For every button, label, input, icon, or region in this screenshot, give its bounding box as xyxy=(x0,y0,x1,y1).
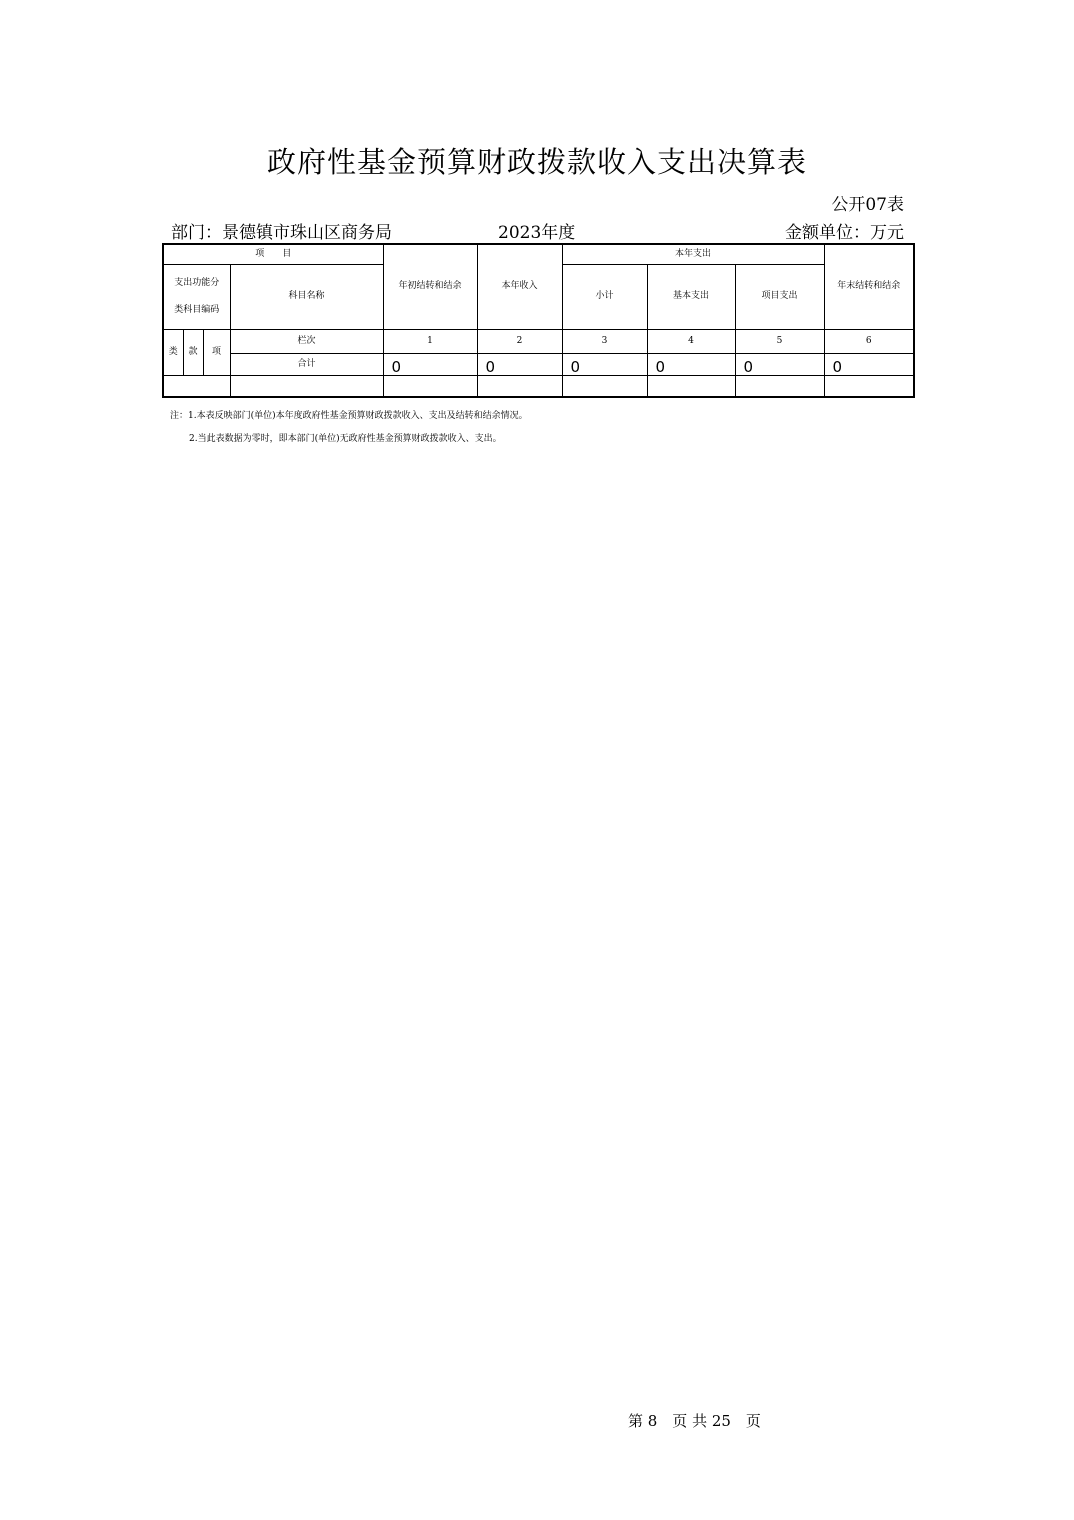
col-income-header: 本年收入 xyxy=(477,244,562,329)
page-title: 政府性基金预算财政拨款收入支出决算表 xyxy=(266,145,807,179)
code-header-line-1: 支出功能分 xyxy=(174,277,220,288)
total-value: 0 xyxy=(735,353,824,375)
col-number: 3 xyxy=(562,329,647,353)
department-label: 部门：景德镇市珠山区商务局 xyxy=(171,223,392,243)
code-header xyxy=(163,264,230,329)
col-begin-balance-header: 年初结转和结余 xyxy=(383,244,477,329)
item-header: 项 xyxy=(203,329,230,375)
col-number: 2 xyxy=(477,329,562,353)
empty-cell xyxy=(647,375,735,397)
note-2: 2.当此表数据为零时，即本部门(单位)无政府性基金预算财政拨款收入、支出。 xyxy=(189,434,502,444)
row-index-label: 栏次 xyxy=(230,329,383,353)
group-expense-header: 本年支出 xyxy=(562,244,824,264)
col-number: 5 xyxy=(735,329,824,353)
empty-cell xyxy=(383,375,477,397)
subject-name-header: 科目名称 xyxy=(230,264,383,329)
total-value: 0 xyxy=(383,353,477,375)
empty-cell xyxy=(824,375,914,397)
col-number: 4 xyxy=(647,329,735,353)
empty-cell xyxy=(230,375,383,397)
year-label: 2023年度 xyxy=(498,223,576,243)
total-value: 0 xyxy=(477,353,562,375)
total-label: 合计 xyxy=(230,353,383,375)
note-1: 注：1.本表反映部门(单位)本年度政府性基金预算财政拨款收入、支出及结转和结余情况。 xyxy=(170,411,528,421)
col-subtotal-header: 小计 xyxy=(562,264,647,329)
col-number: 6 xyxy=(824,329,914,353)
empty-cell xyxy=(735,375,824,397)
group-item-header: 项 目 xyxy=(163,244,383,264)
total-value: 0 xyxy=(562,353,647,375)
budget-table xyxy=(162,243,915,398)
unit-label: 金额单位：万元 xyxy=(785,223,904,243)
empty-cell xyxy=(477,375,562,397)
col-end-balance-header: 年末结转和结余 xyxy=(824,244,914,329)
total-value: 0 xyxy=(647,353,735,375)
col-number: 1 xyxy=(383,329,477,353)
total-value: 0 xyxy=(824,353,914,375)
empty-cell xyxy=(562,375,647,397)
class-header: 类 xyxy=(163,329,183,375)
empty-cell xyxy=(163,375,230,397)
col-project-header: 项目支出 xyxy=(735,264,824,329)
col-basic-header: 基本支出 xyxy=(647,264,735,329)
code-header-line-2: 类科目编码 xyxy=(174,304,220,315)
section-header: 款 xyxy=(183,329,203,375)
form-number: 公开07表 xyxy=(831,195,904,215)
page-footer: 第 8 页 共 25 页 xyxy=(628,1412,761,1430)
